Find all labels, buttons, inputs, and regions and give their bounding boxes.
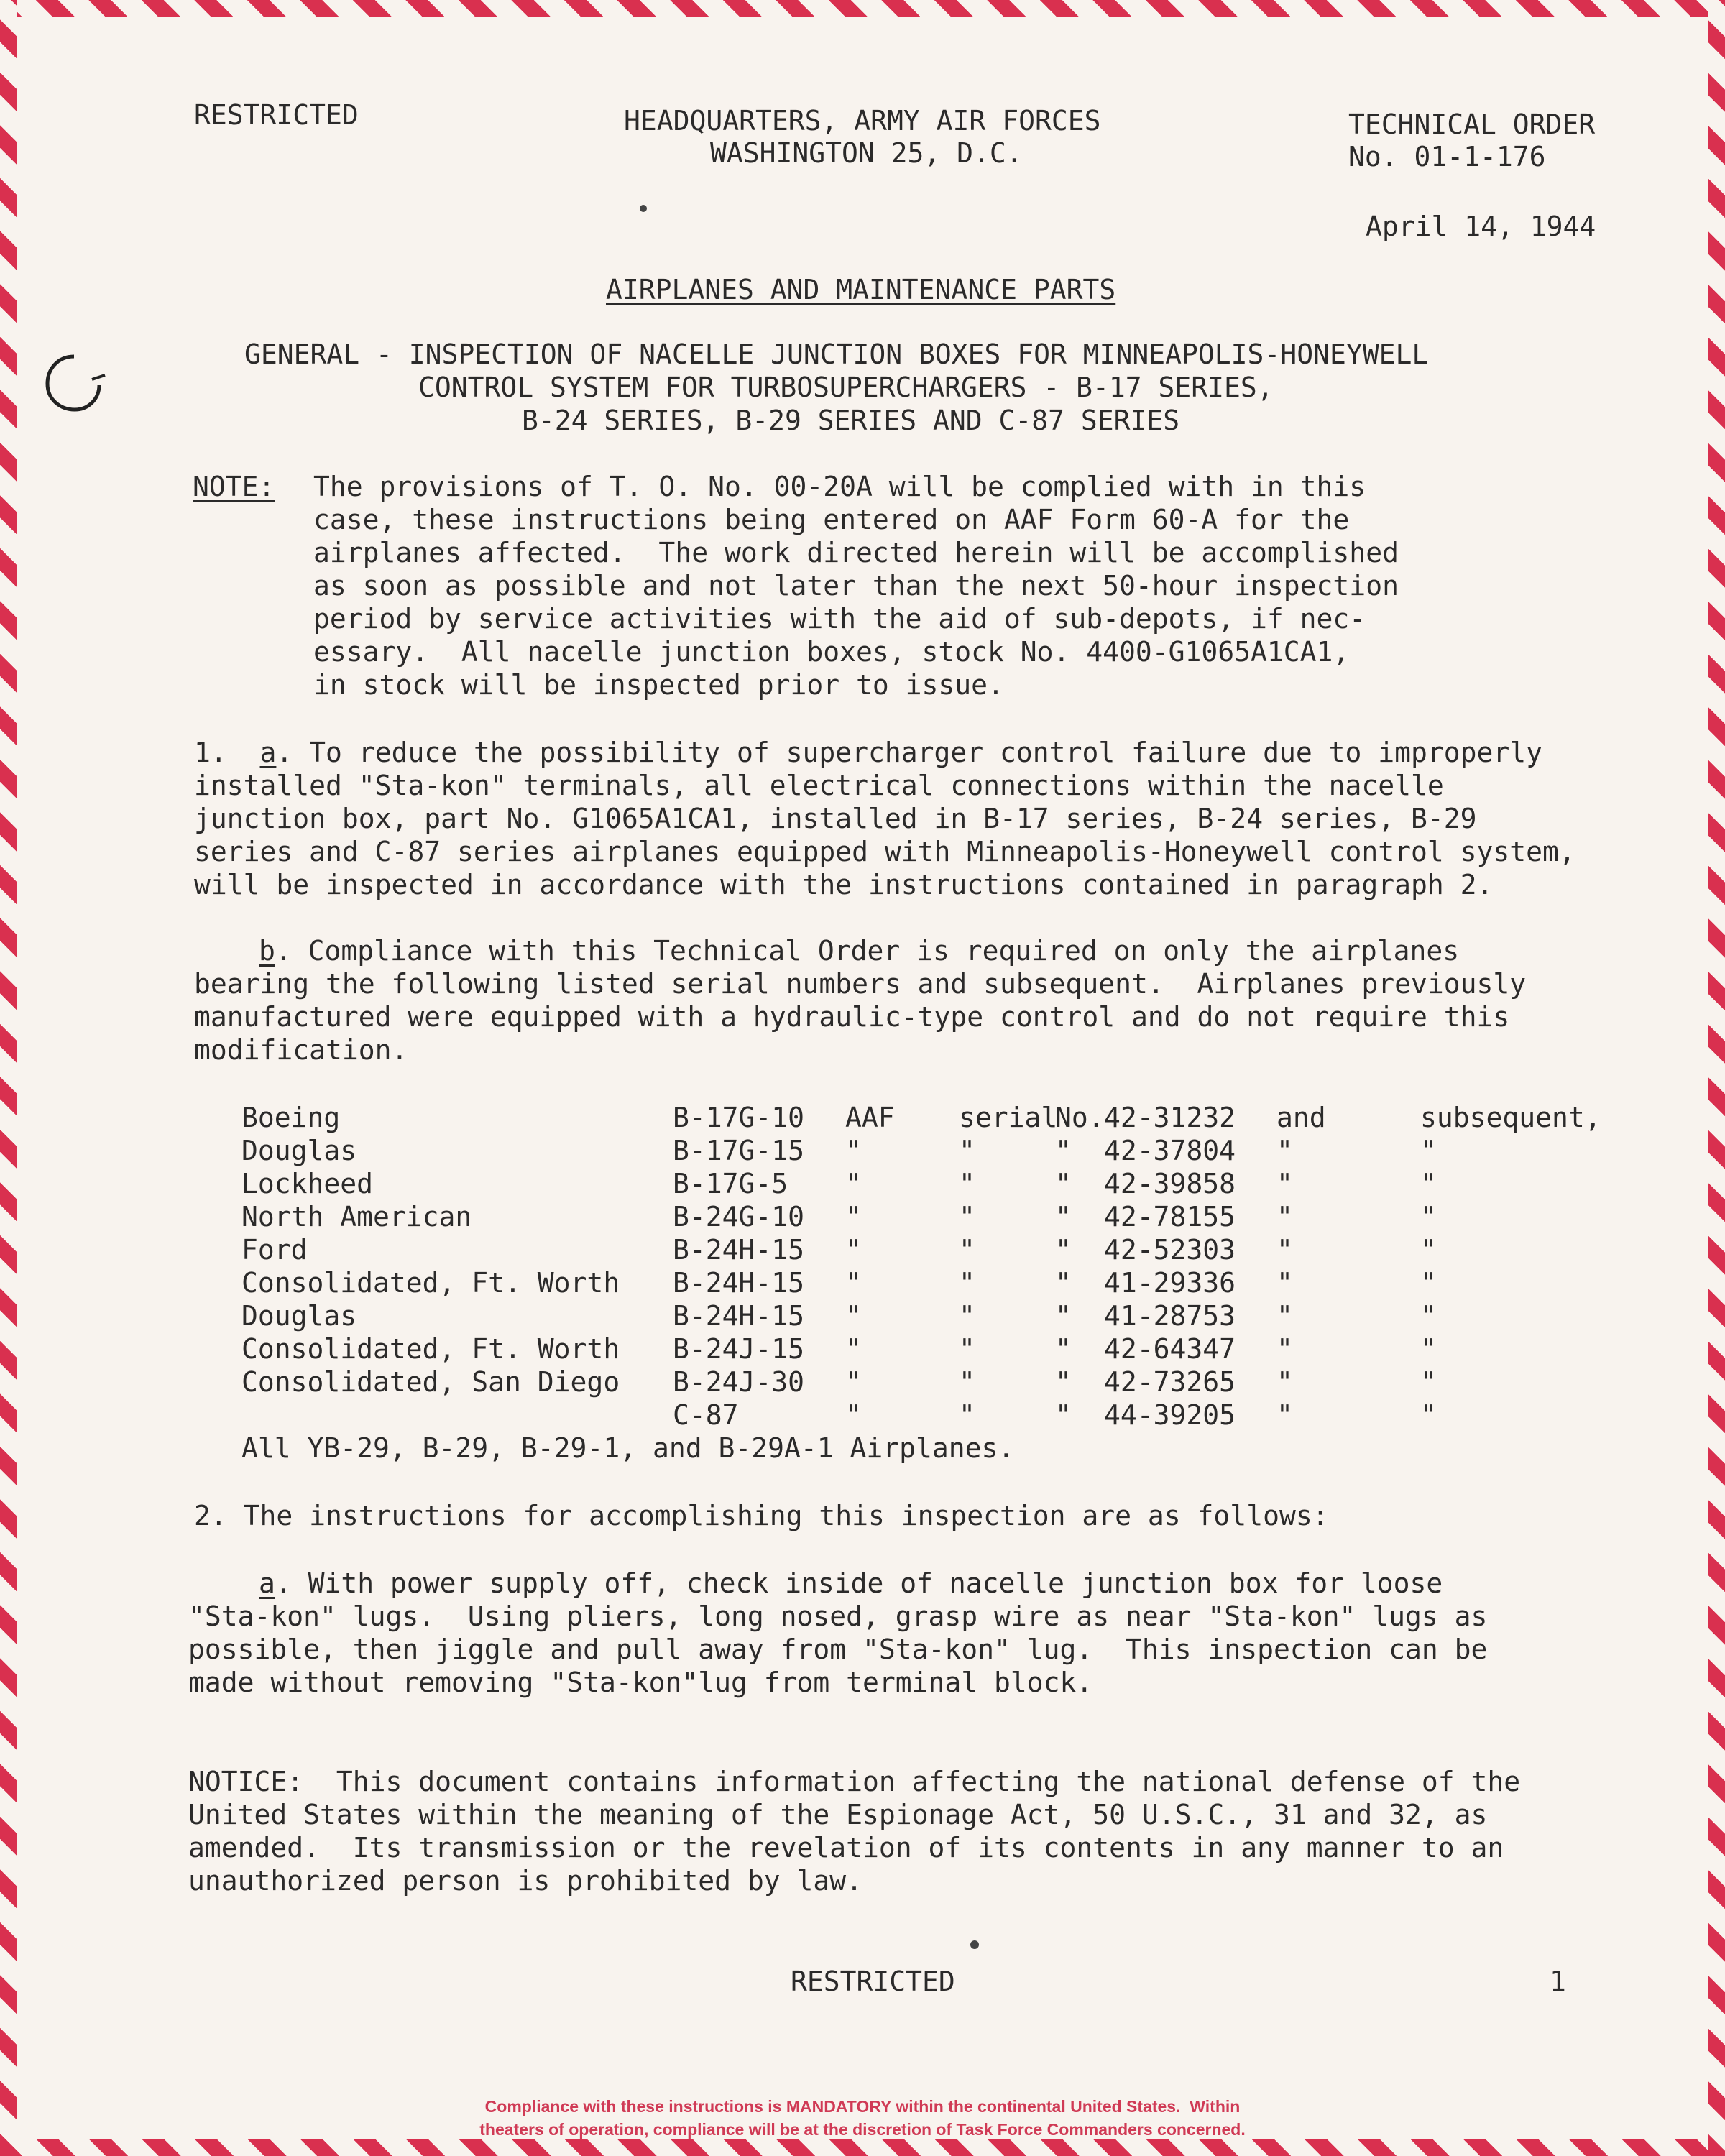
ditto-cell: " <box>1055 1201 1072 1233</box>
table-row <box>242 1365 1535 1399</box>
ditto-cell: " <box>1276 1201 1293 1233</box>
paragraph-2a-line: made without removing "Sta-kon"lug from terminal block. <box>188 1667 1093 1698</box>
note-line: The provisions of T. O. No. 00-20A will be complied with in this <box>313 471 1366 502</box>
ditto-cell: " <box>1420 1234 1437 1266</box>
table-footer-text: All YB-29, B-29, B-29-1, and B-29A-1 Airplanes. <box>242 1432 1015 1464</box>
model-cell: B-17G-15 <box>673 1135 805 1166</box>
mandatory-compliance-line-2: theaters of operation, compliance will be at the discretion of Task Force Commanders concerned. <box>479 2120 1246 2139</box>
subsequent-cell: subsequent, <box>1420 1102 1601 1133</box>
ditto-cell: " <box>845 1366 862 1398</box>
ditto-cell: " <box>959 1399 975 1431</box>
manufacturer-cell: Consolidated, Ft. Worth <box>242 1333 620 1365</box>
ditto-cell: " <box>845 1135 862 1166</box>
section-heading: AIRPLANES AND MAINTENANCE PARTS <box>606 274 1116 305</box>
subject-line-1: GENERAL - INSPECTION OF NACELLE JUNCTION BOXES FOR MINNEAPOLIS-HONEYWELL <box>244 338 1429 370</box>
manufacturer-cell: Douglas <box>242 1300 357 1332</box>
ditto-cell: " <box>1276 1234 1293 1266</box>
ditto-cell: " <box>1276 1399 1293 1431</box>
serial-number-cell: 42-78155 <box>1104 1201 1236 1233</box>
ditto-cell: " <box>845 1201 862 1233</box>
table-row <box>242 1101 1601 1134</box>
model-cell: B-24H-15 <box>673 1234 805 1266</box>
ditto-cell: " <box>845 1333 862 1365</box>
ditto-cell: " <box>959 1300 975 1332</box>
mandatory-compliance-line-1: Compliance with these instructions is MANDATORY within the continental United States. Within <box>484 2097 1241 2116</box>
note-line: essary. All nacelle junction boxes, stock No. 4400-G1065A1CA1, <box>313 636 1350 668</box>
paragraph-1a-line: installed "Sta-kon" terminals, all electrical connections within the nacelle <box>194 770 1444 801</box>
ditto-cell: " <box>1055 1168 1072 1199</box>
ditto-cell: " <box>959 1168 975 1199</box>
paragraph-1a-line: series and C-87 series airplanes equipped with Minneapolis-Honeywell control system, <box>194 836 1576 867</box>
table-row <box>242 1233 1535 1266</box>
table-row <box>242 1134 1535 1167</box>
model-cell: B-24J-15 <box>673 1333 805 1365</box>
serial-number-cell: 42-52303 <box>1104 1234 1236 1266</box>
paragraph-text: . Compliance with this Technical Order is required on only the airplanes <box>275 935 1460 967</box>
ditto-cell: " <box>1420 1201 1437 1233</box>
paragraph-text: . With power supply off, check inside of nacelle junction box for loose <box>275 1567 1443 1599</box>
ditto-cell: " <box>1276 1267 1293 1299</box>
ditto-cell: " <box>1055 1300 1072 1332</box>
table-row <box>242 1167 1535 1200</box>
border-stripe-right <box>1708 0 1725 2156</box>
manufacturer-cell: Boeing <box>242 1102 341 1133</box>
serial-number-cell: 42-37804 <box>1104 1135 1236 1166</box>
ditto-cell: " <box>845 1300 862 1332</box>
ditto-cell: " <box>1055 1267 1072 1299</box>
ditto-cell: " <box>1276 1300 1293 1332</box>
manufacturer-cell: Ford <box>242 1234 308 1266</box>
table-row <box>242 1299 1535 1332</box>
note-line: airplanes affected. The work directed herein will be accomplished <box>313 537 1399 568</box>
model-cell: B-17G-10 <box>673 1102 805 1133</box>
ditto-cell: " <box>959 1135 975 1166</box>
ditto-cell: " <box>1055 1366 1072 1398</box>
technical-order-number: No. 01-1-176 <box>1348 141 1546 172</box>
paragraph-1b-line: manufactured were equipped with a hydraulic-type control and do not require this <box>194 1001 1510 1033</box>
paragraph-1b-line: modification. <box>194 1034 408 1066</box>
serial-number-cell: 42-39858 <box>1104 1168 1236 1199</box>
table-footer-row <box>242 1432 1535 1465</box>
manufacturer-cell: Douglas <box>242 1135 357 1166</box>
table-row <box>242 1332 1535 1365</box>
model-cell: B-24H-15 <box>673 1300 805 1332</box>
aaf-cell: AAF <box>845 1102 895 1133</box>
ditto-cell: " <box>1276 1168 1293 1199</box>
ditto-cell: " <box>959 1366 975 1398</box>
serial-label-cell: serial <box>959 1102 1058 1133</box>
manufacturer-cell: Consolidated, San Diego <box>242 1366 620 1398</box>
paragraph-1b-line: bearing the following listed serial numbers and subsequent. Airplanes previously <box>194 968 1527 1000</box>
aircraft-serial-table <box>242 1101 1601 1465</box>
model-cell: C-87 <box>673 1399 739 1431</box>
notice-line: United States within the meaning of the Espionage Act, 50 U.S.C., 31 and 32, as <box>188 1799 1488 1830</box>
subparagraph-letter: a <box>259 1567 275 1599</box>
subparagraph-letter: b <box>259 935 275 967</box>
serial-number-cell: 44-39205 <box>1104 1399 1236 1431</box>
manufacturer-cell: Lockheed <box>242 1168 374 1199</box>
note-line: in stock will be inspected prior to issue. <box>313 669 1004 701</box>
paragraph-2a-first-line <box>259 1567 1443 1600</box>
notice-line: unauthorized person is prohibited by law. <box>188 1865 862 1897</box>
notice-line: amended. Its transmission or the revelation of its contents in any manner to an <box>188 1832 1504 1864</box>
page-number: 1 <box>1550 1966 1566 1997</box>
hq-line-1: HEADQUARTERS, ARMY AIR FORCES <box>624 105 1101 137</box>
border-stripe-bottom <box>0 2139 1725 2156</box>
ditto-cell: " <box>959 1267 975 1299</box>
paragraph-2: 2. The instructions for accomplishing this inspection are as follows: <box>194 1500 1329 1531</box>
ink-dot <box>970 1940 979 1949</box>
technical-order-label: TECHNICAL ORDER <box>1348 109 1596 140</box>
paragraph-2a-line: "Sta-kon" lugs. Using pliers, long nosed, grasp wire as near "Sta-kon" lugs as <box>188 1600 1488 1632</box>
ditto-cell: " <box>1420 1300 1437 1332</box>
paragraph-1a-line: will be inspected in accordance with the instructions contained in paragraph 2. <box>194 869 1494 900</box>
border-stripe-top <box>0 0 1725 17</box>
ditto-cell: " <box>845 1267 862 1299</box>
classification-bottom: RESTRICTED <box>791 1966 955 1997</box>
serial-number-cell: 41-28753 <box>1104 1300 1236 1332</box>
ditto-cell: " <box>1055 1234 1072 1266</box>
border-stripe-left <box>0 0 17 2156</box>
manufacturer-cell: Consolidated, Ft. Worth <box>242 1267 620 1299</box>
paragraph-1a-line: junction box, part No. G1065A1CA1, installed in B-17 series, B-24 series, B-29 <box>194 803 1477 834</box>
ditto-cell: " <box>1055 1333 1072 1365</box>
table-row <box>242 1399 1535 1432</box>
ditto-cell: " <box>959 1333 975 1365</box>
ink-dot <box>640 205 647 212</box>
ditto-cell: " <box>1420 1399 1437 1431</box>
ditto-cell: " <box>845 1399 862 1431</box>
ditto-cell: " <box>1276 1333 1293 1365</box>
paragraph-text: . To reduce the possibility of supercharger control failure due to improperly <box>276 737 1543 768</box>
subject-line-3: B-24 SERIES, B-29 SERIES AND C-87 SERIES <box>522 405 1180 436</box>
ditto-cell: " <box>1420 1135 1437 1166</box>
notice-line: NOTICE: This document contains information affecting the national defense of the <box>188 1766 1521 1797</box>
model-cell: B-24G-10 <box>673 1201 805 1233</box>
ditto-cell: " <box>1420 1366 1437 1398</box>
subparagraph-letter: a <box>259 737 277 768</box>
ditto-cell: " <box>1420 1267 1437 1299</box>
no-label-cell: No. <box>1055 1102 1105 1133</box>
hq-line-2: WASHINGTON 25, D.C. <box>710 137 1023 169</box>
document-date: April 14, 1944 <box>1366 211 1596 242</box>
punch-hole-mark <box>42 351 106 415</box>
table-row <box>242 1266 1535 1299</box>
note-line: as soon as possible and not later than the next 50-hour inspection <box>313 570 1399 602</box>
note-label: NOTE: <box>193 471 275 502</box>
ditto-cell: " <box>1420 1168 1437 1199</box>
note-line: case, these instructions being entered on AAF Form 60-A for the <box>313 504 1350 535</box>
and-cell: and <box>1276 1102 1326 1133</box>
ditto-cell: " <box>959 1234 975 1266</box>
serial-number-cell: 41-29336 <box>1104 1267 1236 1299</box>
ditto-cell: " <box>845 1168 862 1199</box>
table-row <box>242 1200 1535 1233</box>
serial-number-cell: 42-64347 <box>1104 1333 1236 1365</box>
paragraph-number: 1. <box>194 737 227 768</box>
paragraph-1b-first-line <box>259 934 1459 967</box>
paragraph-2a-line: possible, then jiggle and pull away from "Sta-kon" lug. This inspection can be <box>188 1634 1488 1665</box>
ditto-cell: " <box>1420 1333 1437 1365</box>
ditto-cell: " <box>959 1201 975 1233</box>
paragraph-1a-first-line <box>194 736 1542 769</box>
subject-line-2: CONTROL SYSTEM FOR TURBOSUPERCHARGERS - B-17 SERIES, <box>418 372 1274 403</box>
ditto-cell: " <box>1276 1135 1293 1166</box>
ditto-cell: " <box>1055 1399 1072 1431</box>
ditto-cell: " <box>1055 1135 1072 1166</box>
serial-number-cell: 42-31232 <box>1104 1102 1236 1133</box>
ditto-cell: " <box>1276 1366 1293 1398</box>
note-line: period by service activities with the aid of sub-depots, if nec- <box>313 603 1366 635</box>
model-cell: B-24J-30 <box>673 1366 805 1398</box>
ditto-cell: " <box>845 1234 862 1266</box>
manufacturer-cell: North American <box>242 1201 472 1233</box>
serial-number-cell: 42-73265 <box>1104 1366 1236 1398</box>
model-cell: B-24H-15 <box>673 1267 805 1299</box>
classification-top: RESTRICTED <box>194 99 359 131</box>
model-cell: B-17G-5 <box>673 1168 788 1199</box>
